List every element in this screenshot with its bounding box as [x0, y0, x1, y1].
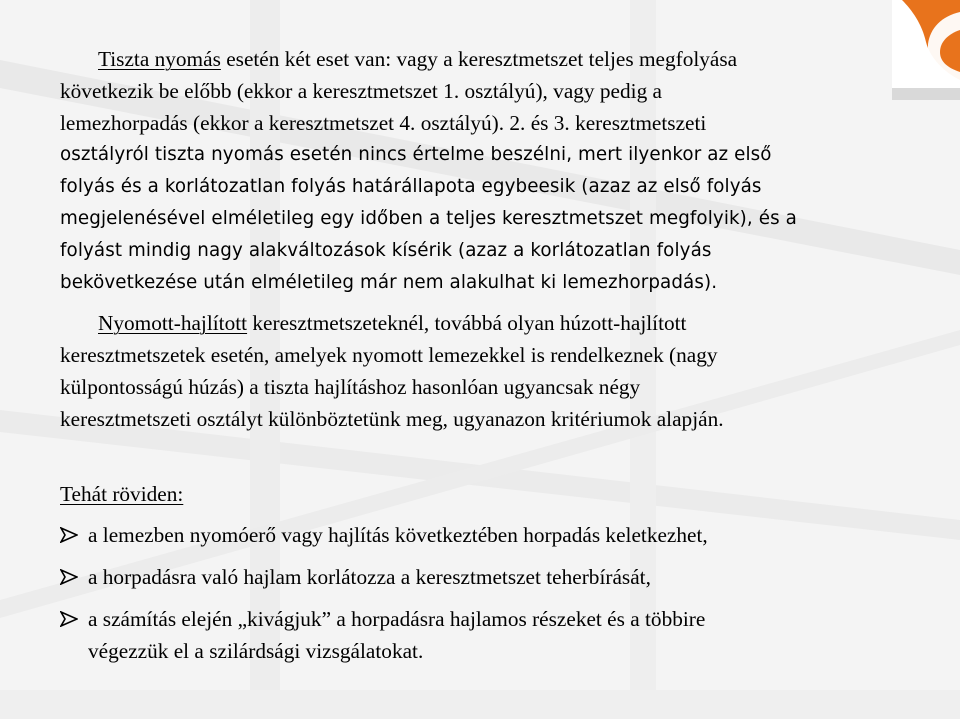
paragraph1-line-6: megjelenésével elméletileg egy időben a teljes keresztmetszet megfolyik), és a	[60, 208, 797, 229]
paragraph1-line-8: bekövetkezése után elméletileg már nem alakulhat ki lemezhorpadás).	[60, 272, 718, 293]
underlined-term-pure-compression: Tiszta nyomás	[98, 47, 221, 71]
paragraph2-line-1: Nyomott-hajlított keresztmetszeteknél, továbbá olyan húzott-hajlított	[98, 311, 687, 335]
summary-heading: Tehát röviden:	[60, 482, 184, 506]
arrowhead-bullet-icon	[60, 611, 78, 627]
bullet-text-continuation: végezzük el a szilárdsági vizsgálatokat.	[88, 639, 424, 663]
arrowhead-bullet-icon	[60, 527, 78, 543]
paragraph1-line-3: lemezhorpadás (ekkor a keresztmetszet 4. osztályú). 2. és 3. keresztmetszeti	[60, 111, 707, 135]
orange-swoosh-logo	[892, 0, 960, 100]
paragraph2-line-4: keresztmetszeti osztályt különböztetünk meg, ugyanazon kritériumok alapján.	[60, 407, 724, 431]
bullet-text: a lemezben nyomóerő vagy hajlítás következtében horpadás keletkezhet,	[88, 523, 708, 547]
paragraph1-line-7: folyást mindig nagy alakváltozások kísérik (azaz a korlátozatlan folyás	[60, 240, 712, 261]
bullet-item	[60, 603, 708, 667]
paragraph2-line-3: külpontosságú húzás) a tiszta hajlításhoz hasonlóan ugyancsak négy	[60, 375, 641, 399]
paragraph1-line-5: folyás és a korlátozatlan folyás határállapota egybeesik (azaz az első folyás	[60, 176, 762, 197]
bullet-text: a számítás elején „kivágjuk” a horpadásra hajlamos részeket és a többire	[88, 607, 706, 631]
paragraph1-line-4: osztályról tiszta nyomás esetén nincs értelme beszélni, mert ilyenkor az első	[60, 144, 772, 165]
arrowhead-bullet-icon	[60, 569, 78, 585]
summary-bullet-list	[60, 519, 708, 667]
paragraph-pure-compression	[60, 43, 905, 299]
underlined-term-compression-bending: Nyomott-hajlított	[98, 311, 248, 335]
bullet-text: a horpadásra való hajlam korlátozza a keresztmetszet teherbírását,	[88, 565, 651, 589]
paragraph2-line-2: keresztmetszetek esetén, amelyek nyomott lemezekkel is rendelkeznek (nagy	[60, 343, 718, 367]
paragraph-compression-bending	[60, 307, 905, 435]
bullet-item	[60, 519, 708, 551]
paragraph1-line-2: következik be előbb (ekkor a keresztmetszet 1. osztályú), vagy pedig a	[60, 79, 663, 103]
paragraph1-line-1: Tiszta nyomás esetén két eset van: vagy a keresztmetszet teljes megfolyása	[98, 47, 738, 71]
bullet-item	[60, 561, 708, 593]
